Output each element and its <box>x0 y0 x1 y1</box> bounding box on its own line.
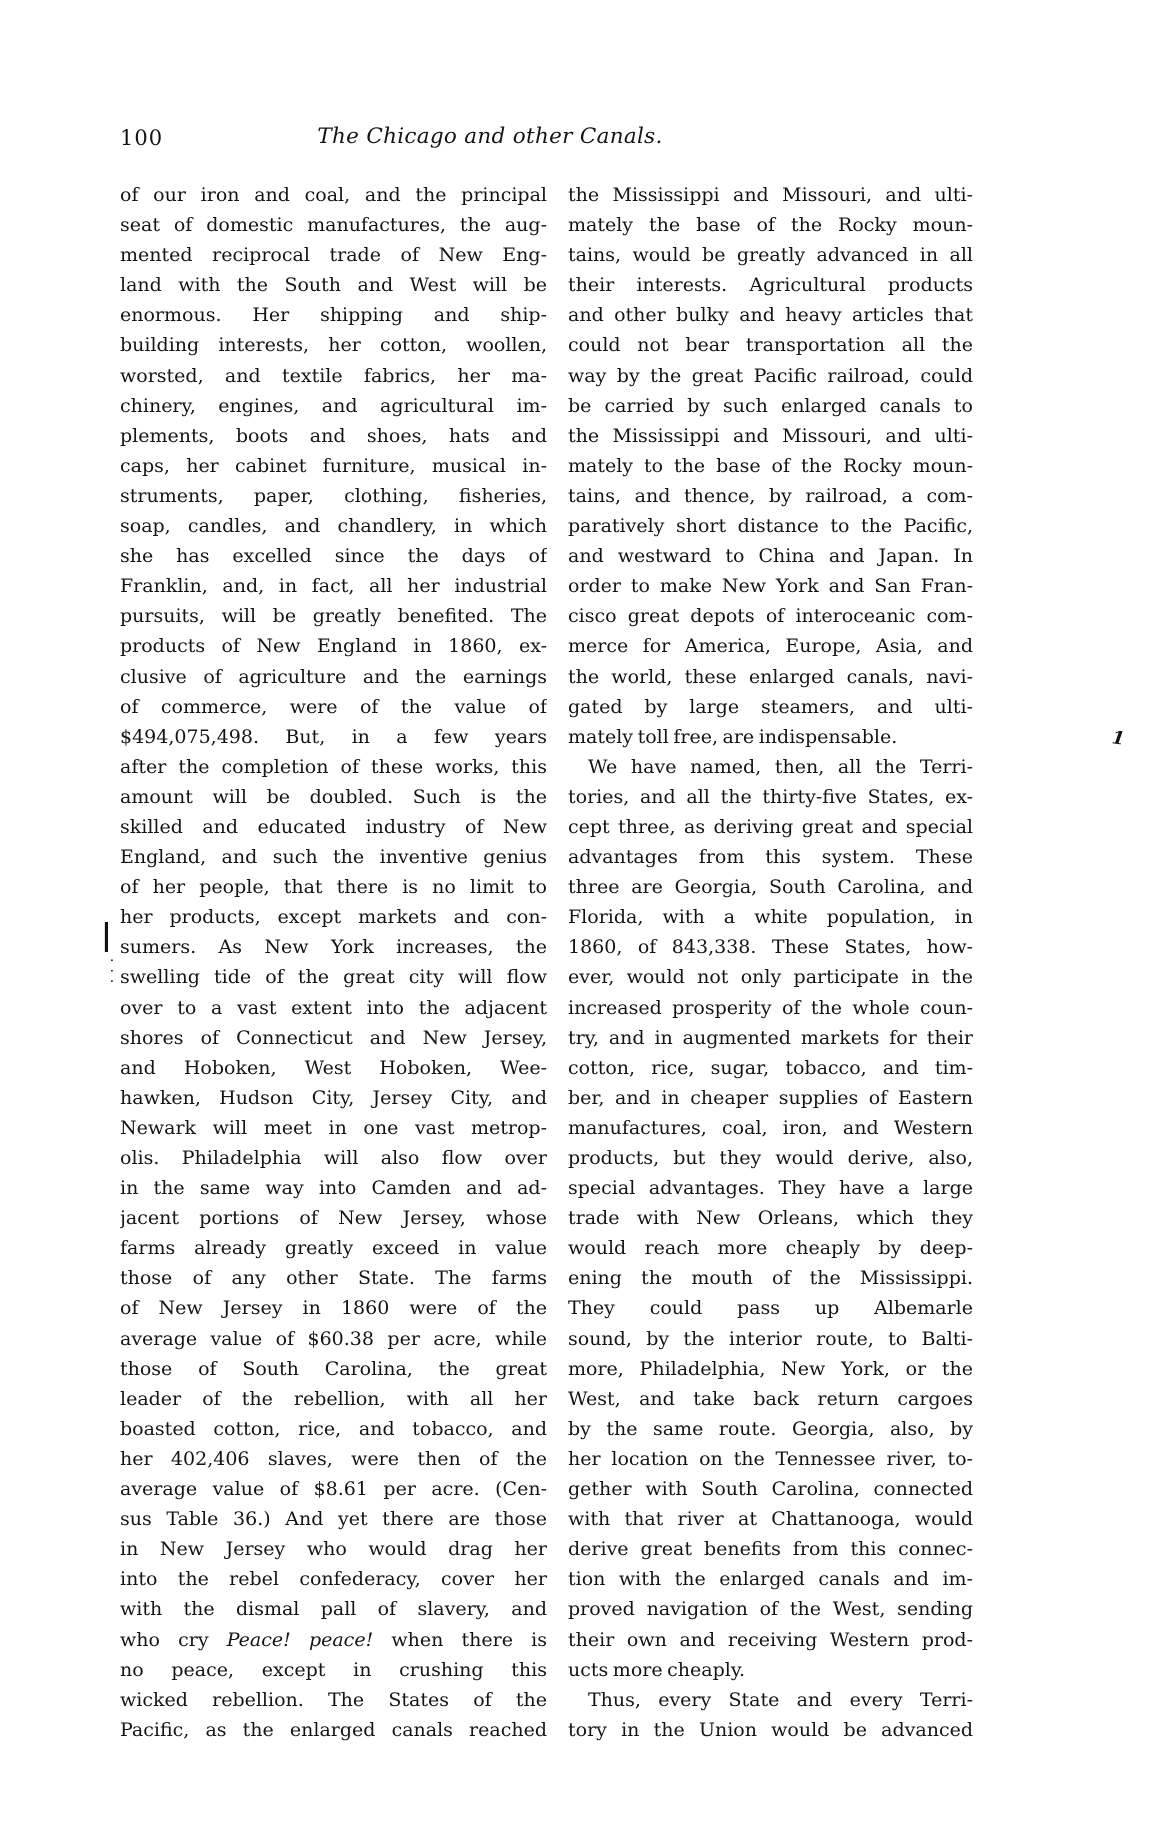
text-line: tories, and all the thirty-five States, ex- <box>568 785 973 808</box>
text-line: who cry Peace! peace! when there is <box>120 1628 547 1651</box>
text-line: ber, and in cheaper supplies of Eastern <box>568 1086 973 1109</box>
text-line: sound, by the interior route, to Balti- <box>568 1327 973 1350</box>
text-line: worsted, and textile fabrics, her ma- <box>120 364 547 387</box>
text-line: into the rebel confederacy, cover her <box>120 1568 547 1591</box>
text-line: cept three, as deriving great and special <box>568 815 973 838</box>
text-line: in the same way into Camden and ad- <box>120 1177 547 1200</box>
margin-stray-mark-left-dots: ··· <box>103 958 119 990</box>
left-column <box>120 180 547 1745</box>
text-line: advantages from this system. These <box>568 846 973 869</box>
text-line: of New Jersey in 1860 were of the <box>120 1297 547 1320</box>
text-line: by the same route. Georgia, also, by <box>568 1417 973 1440</box>
text-line: jacent portions of New Jersey, whose <box>120 1207 547 1230</box>
text-line: special advantages. They have a large <box>568 1177 973 1200</box>
text-line: products of New England in 1860, ex- <box>120 635 547 658</box>
text-line: order to make New York and San Fran- <box>568 575 973 598</box>
text-line: sus Table 36.) And yet there are those <box>120 1508 547 1531</box>
text-line: and Hoboken, West Hoboken, Wee- <box>120 1056 547 1079</box>
text-line: mately the base of the Rocky moun- <box>568 214 973 237</box>
text-line: Newark will meet in one vast metrop- <box>120 1116 547 1139</box>
text-line: way by the great Pacific railroad, could <box>568 364 973 387</box>
text-line: cotton, rice, sugar, tobacco, and tim- <box>568 1056 973 1079</box>
text-line: be carried by such enlarged canals to <box>568 394 973 417</box>
text-line: soap, candles, and chandlery, in which <box>120 515 547 538</box>
text-line: three are Georgia, South Carolina, and <box>568 876 973 899</box>
text-line: chinery, engines, and agricultural im- <box>120 394 547 417</box>
text-line: $494,075,498. But, in a few years <box>120 725 547 748</box>
text-line: clusive of agriculture and the earnings <box>120 665 547 688</box>
text-line: no peace, except in crushing this <box>120 1658 547 1681</box>
text-line: Thus, every State and every Terri- <box>588 1688 973 1711</box>
text-line: mented reciprocal trade of New Eng- <box>120 244 547 267</box>
text-line: derive great benefits from this connec- <box>568 1538 973 1561</box>
text-line: and westward to China and Japan. In <box>568 545 973 568</box>
text-line: building interests, her cotton, woollen, <box>120 334 547 357</box>
text-line: caps, her cabinet furniture, musical in- <box>120 454 547 477</box>
text-line: with the dismal pall of slavery, and <box>120 1598 547 1621</box>
text-line: ucts more cheaply. <box>568 1658 746 1681</box>
text-line: proved navigation of the West, sending <box>568 1598 973 1621</box>
text-line: she has excelled since the days of <box>120 545 547 568</box>
text-line: products, but they would derive, also, <box>568 1147 973 1169</box>
text-line: tory in the Union would be advanced <box>568 1718 973 1741</box>
text-line: England, and such the inventive genius <box>120 846 547 869</box>
text-line: West, and take back return cargoes <box>568 1387 973 1410</box>
text-line: mately to the base of the Rocky moun- <box>568 454 973 477</box>
running-title: The Chicago and other Canals. <box>317 124 663 149</box>
text-line: ever, would not only participate in the <box>568 966 973 989</box>
text-line: of our iron and coal, and the principal <box>120 184 547 206</box>
margin-stray-mark-right: 1 <box>1110 727 1126 750</box>
text-line: in New Jersey who would drag her <box>120 1538 547 1561</box>
text-line: amount will be doubled. Such is the <box>120 785 547 808</box>
text-line: cisco great depots of interoceanic com- <box>568 605 973 628</box>
text-line: Franklin, and, in fact, all her industrial <box>120 575 547 598</box>
text-line: They could pass up Albemarle <box>568 1297 973 1320</box>
text-line: land with the South and West will be <box>120 274 547 297</box>
text-line: could not bear transportation all the <box>568 334 973 357</box>
text-line: We have named, then, all the Terri- <box>588 755 973 778</box>
text-line: those of any other State. The farms <box>120 1267 547 1290</box>
text-line: Florida, with a white population, in <box>568 906 973 929</box>
text-line: merce for America, Europe, Asia, and <box>568 635 973 658</box>
text-line: tion with the enlarged canals and im- <box>568 1568 973 1591</box>
text-line: those of South Carolina, the great <box>120 1357 547 1380</box>
text-line: plements, boots and shoes, hats and <box>120 424 547 447</box>
page-number: 100 <box>120 126 164 150</box>
text-line: her 402,406 slaves, were then of the <box>120 1447 547 1470</box>
right-column <box>568 180 973 1745</box>
text-line: their own and receiving Western prod- <box>568 1628 973 1651</box>
text-line: the world, these enlarged canals, navi- <box>568 665 973 688</box>
text-line: olis. Philadelphia will also flow over <box>120 1147 547 1169</box>
text-line: struments, paper, clothing, fisheries, <box>120 484 547 507</box>
text-line: more, Philadelphia, New York, or the <box>568 1357 973 1380</box>
text-line: with that river at Chattanooga, would <box>568 1508 973 1531</box>
text-line: shores of Connecticut and New Jersey, <box>120 1026 547 1049</box>
text-line: average value of $8.61 per acre. (Cen- <box>120 1478 547 1501</box>
text-line: of her people, that there is no limit to <box>120 876 547 899</box>
text-line: skilled and educated industry of New <box>120 815 547 838</box>
page-header <box>120 124 860 156</box>
text-line: of commerce, were of the value of <box>120 695 547 718</box>
text-body <box>120 180 973 1745</box>
text-line: and other bulky and heavy articles that <box>568 304 973 327</box>
text-line: seat of domestic manufactures, the aug- <box>120 214 547 237</box>
text-line: gated by large steamers, and ulti- <box>568 695 973 718</box>
text-line: after the completion of these works, this <box>120 755 547 778</box>
text-line: sumers. As New York increases, the <box>120 936 547 959</box>
text-line: ening the mouth of the Mississippi. <box>568 1267 973 1290</box>
text-line: hawken, Hudson City, Jersey City, and <box>120 1086 547 1109</box>
text-line: average value of $60.38 per acre, while <box>120 1327 547 1350</box>
text-line: wicked rebellion. The States of the <box>120 1688 547 1711</box>
text-line: enormous. Her shipping and ship- <box>120 304 547 327</box>
text-line: pursuits, will be greatly benefited. The <box>120 605 547 628</box>
text-line: her location on the Tennessee river, to- <box>568 1447 973 1470</box>
text-line: farms already greatly exceed in value <box>120 1237 547 1260</box>
text-line: mately toll free, are indispensable. <box>568 725 898 748</box>
text-line: try, and in augmented markets for their <box>568 1026 973 1049</box>
text-line: boasted cotton, rice, and tobacco, and <box>120 1417 547 1440</box>
text-line: 1860, of 843,338. These States, how- <box>568 936 973 959</box>
text-line: their interests. Agricultural products <box>568 274 973 297</box>
text-line: increased prosperity of the whole coun- <box>568 996 973 1019</box>
text-line: trade with New Orleans, which they <box>568 1207 973 1230</box>
text-line: over to a vast extent into the adjacent <box>120 996 547 1019</box>
text-line: tains, would be greatly advanced in all <box>568 244 973 267</box>
text-line: tains, and thence, by railroad, a com- <box>568 484 973 507</box>
margin-stray-mark-left-bar: | <box>101 918 112 953</box>
text-line: the Mississippi and Missouri, and ulti- <box>568 424 973 447</box>
text-line: would reach more cheaply by deep- <box>568 1237 973 1260</box>
text-line: leader of the rebellion, with all her <box>120 1387 547 1410</box>
text-line: paratively short distance to the Pacific, <box>568 515 973 538</box>
text-line: the Mississippi and Missouri, and ulti- <box>568 184 973 206</box>
text-line: Pacific, as the enlarged canals reached <box>120 1718 547 1741</box>
text-line: manufactures, coal, iron, and Western <box>568 1116 973 1139</box>
text-line: gether with South Carolina, connected <box>568 1478 973 1501</box>
text-line: swelling tide of the great city will flow <box>120 966 547 989</box>
text-line: her products, except markets and con- <box>120 906 547 929</box>
